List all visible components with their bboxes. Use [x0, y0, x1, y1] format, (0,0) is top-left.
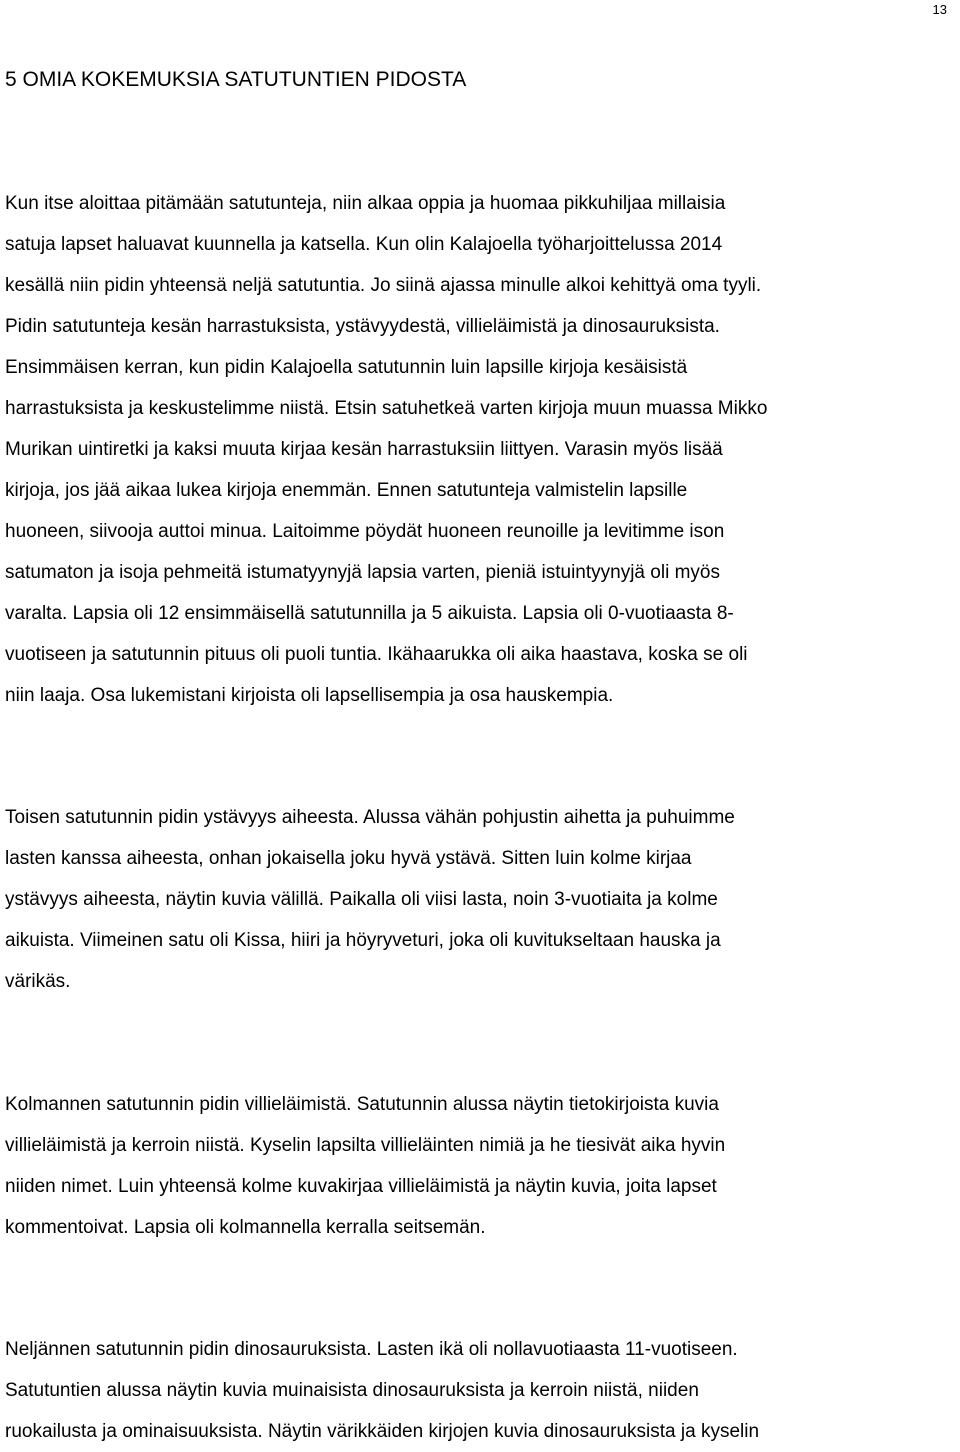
text-line: Pidin satutunteja kesän harrastuksista, ystävyydestä, villieläimistä ja dinosauruksista.: [5, 316, 720, 337]
text-line: Satutuntien alussa näytin kuvia muinaisista dinosauruksista ja kerroin niistä, niiden: [5, 1380, 699, 1401]
text-line: ystävyys aiheesta, näytin kuvia välillä. Paikalla oli viisi lasta, noin 3-vuotiaita ja kolme: [5, 889, 718, 910]
paragraph-first-story-hour: [5, 183, 767, 716]
text-line: niin laaja. Osa lukemistani kirjoista oli lapsellisempia ja osa hauskempia.: [5, 685, 614, 706]
section-heading: 5 OMIA KOKEMUKSIA SATUTUNTIEN PIDOSTA: [5, 68, 467, 91]
text-line: lasten kanssa aiheesta, onhan jokaisella joku hyvä ystävä. Sitten luin kolme kirjaa: [5, 848, 692, 869]
text-line: Toisen satutunnin pidin ystävyys aiheesta. Alussa vähän pohjustin aihetta ja puhuimme: [5, 807, 735, 828]
text-line: huoneen, siivooja auttoi minua. Laitoimme pöydät huoneen reunoille ja levitimme ison: [5, 521, 725, 542]
text-line: aikuista. Viimeinen satu oli Kissa, hiiri ja höyryveturi, joka oli kuvitukseltaan hauska ja: [5, 930, 721, 951]
text-line: kommentoivat. Lapsia oli kolmannella kerralla seitsemän.: [5, 1217, 486, 1238]
text-line: Kun itse aloittaa pitämään satutunteja, niin alkaa oppia ja huomaa pikkuhiljaa millaisia: [5, 193, 726, 214]
text-line: harrastuksista ja keskustelimme niistä. Etsin satuhetkeä varten kirjoja muun muassa Mikko: [5, 398, 768, 419]
paragraph-third-story-hour: [5, 1084, 725, 1248]
paragraph-second-story-hour: [5, 797, 735, 1002]
text-line: kirjoja, jos jää aikaa lukea kirjoja enemmän. Ennen satutunteja valmistelin lapsille: [5, 480, 688, 501]
text-line: värikäs.: [5, 971, 71, 992]
text-line: kesällä niin pidin yhteensä neljä satutuntia. Jo siinä ajassa minulle alkoi kehittyä oma tyyli.: [5, 275, 762, 296]
page-number: 13: [932, 2, 947, 17]
paragraph-fourth-story-hour: [5, 1329, 759, 1452]
text-line: niiden nimet. Luin yhteensä kolme kuvakirjaa villieläimistä ja näytin kuvia, joita lapset: [5, 1176, 717, 1197]
text-line: vuotiseen ja satutunnin pituus oli puoli tuntia. Ikähaarukka oli aika haastava, koska se oli: [5, 644, 748, 665]
text-line: villieläimistä ja kerroin niistä. Kyselin lapsilta villieläinten nimiä ja he tiesivät aika hyvin: [5, 1135, 726, 1156]
text-line: satuja lapset haluavat kuunnella ja katsella. Kun olin Kalajoella työharjoittelussa 2014: [5, 234, 723, 255]
text-line: ruokailusta ja ominaisuuksista. Näytin värikkäiden kirjojen kuvia dinosauruksista ja kyselin: [5, 1421, 760, 1442]
text-line: Kolmannen satutunnin pidin villieläimistä. Satutunnin alussa näytin tietokirjoista kuvia: [5, 1094, 719, 1115]
text-line: satumaton ja isoja pehmeitä istumatyynyjä lapsia varten, pieniä istuintyynyjä oli myös: [5, 562, 720, 583]
text-line: Ensimmäisen kerran, kun pidin Kalajoella satutunnin luin lapsille kirjoja kesäisistä: [5, 357, 688, 378]
text-line: varalta. Lapsia oli 12 ensimmäisellä satutunnilla ja 5 aikuista. Lapsia oli 0-vuotiaasta 8-: [5, 603, 734, 624]
text-line: Murikan uintiretki ja kaksi muuta kirjaa kesän harrastuksiin liittyen. Varasin myös lisää: [5, 439, 723, 460]
text-line: Neljännen satutunnin pidin dinosauruksista. Lasten ikä oli nollavuotiaasta 11-vuotiseen.: [5, 1339, 738, 1360]
